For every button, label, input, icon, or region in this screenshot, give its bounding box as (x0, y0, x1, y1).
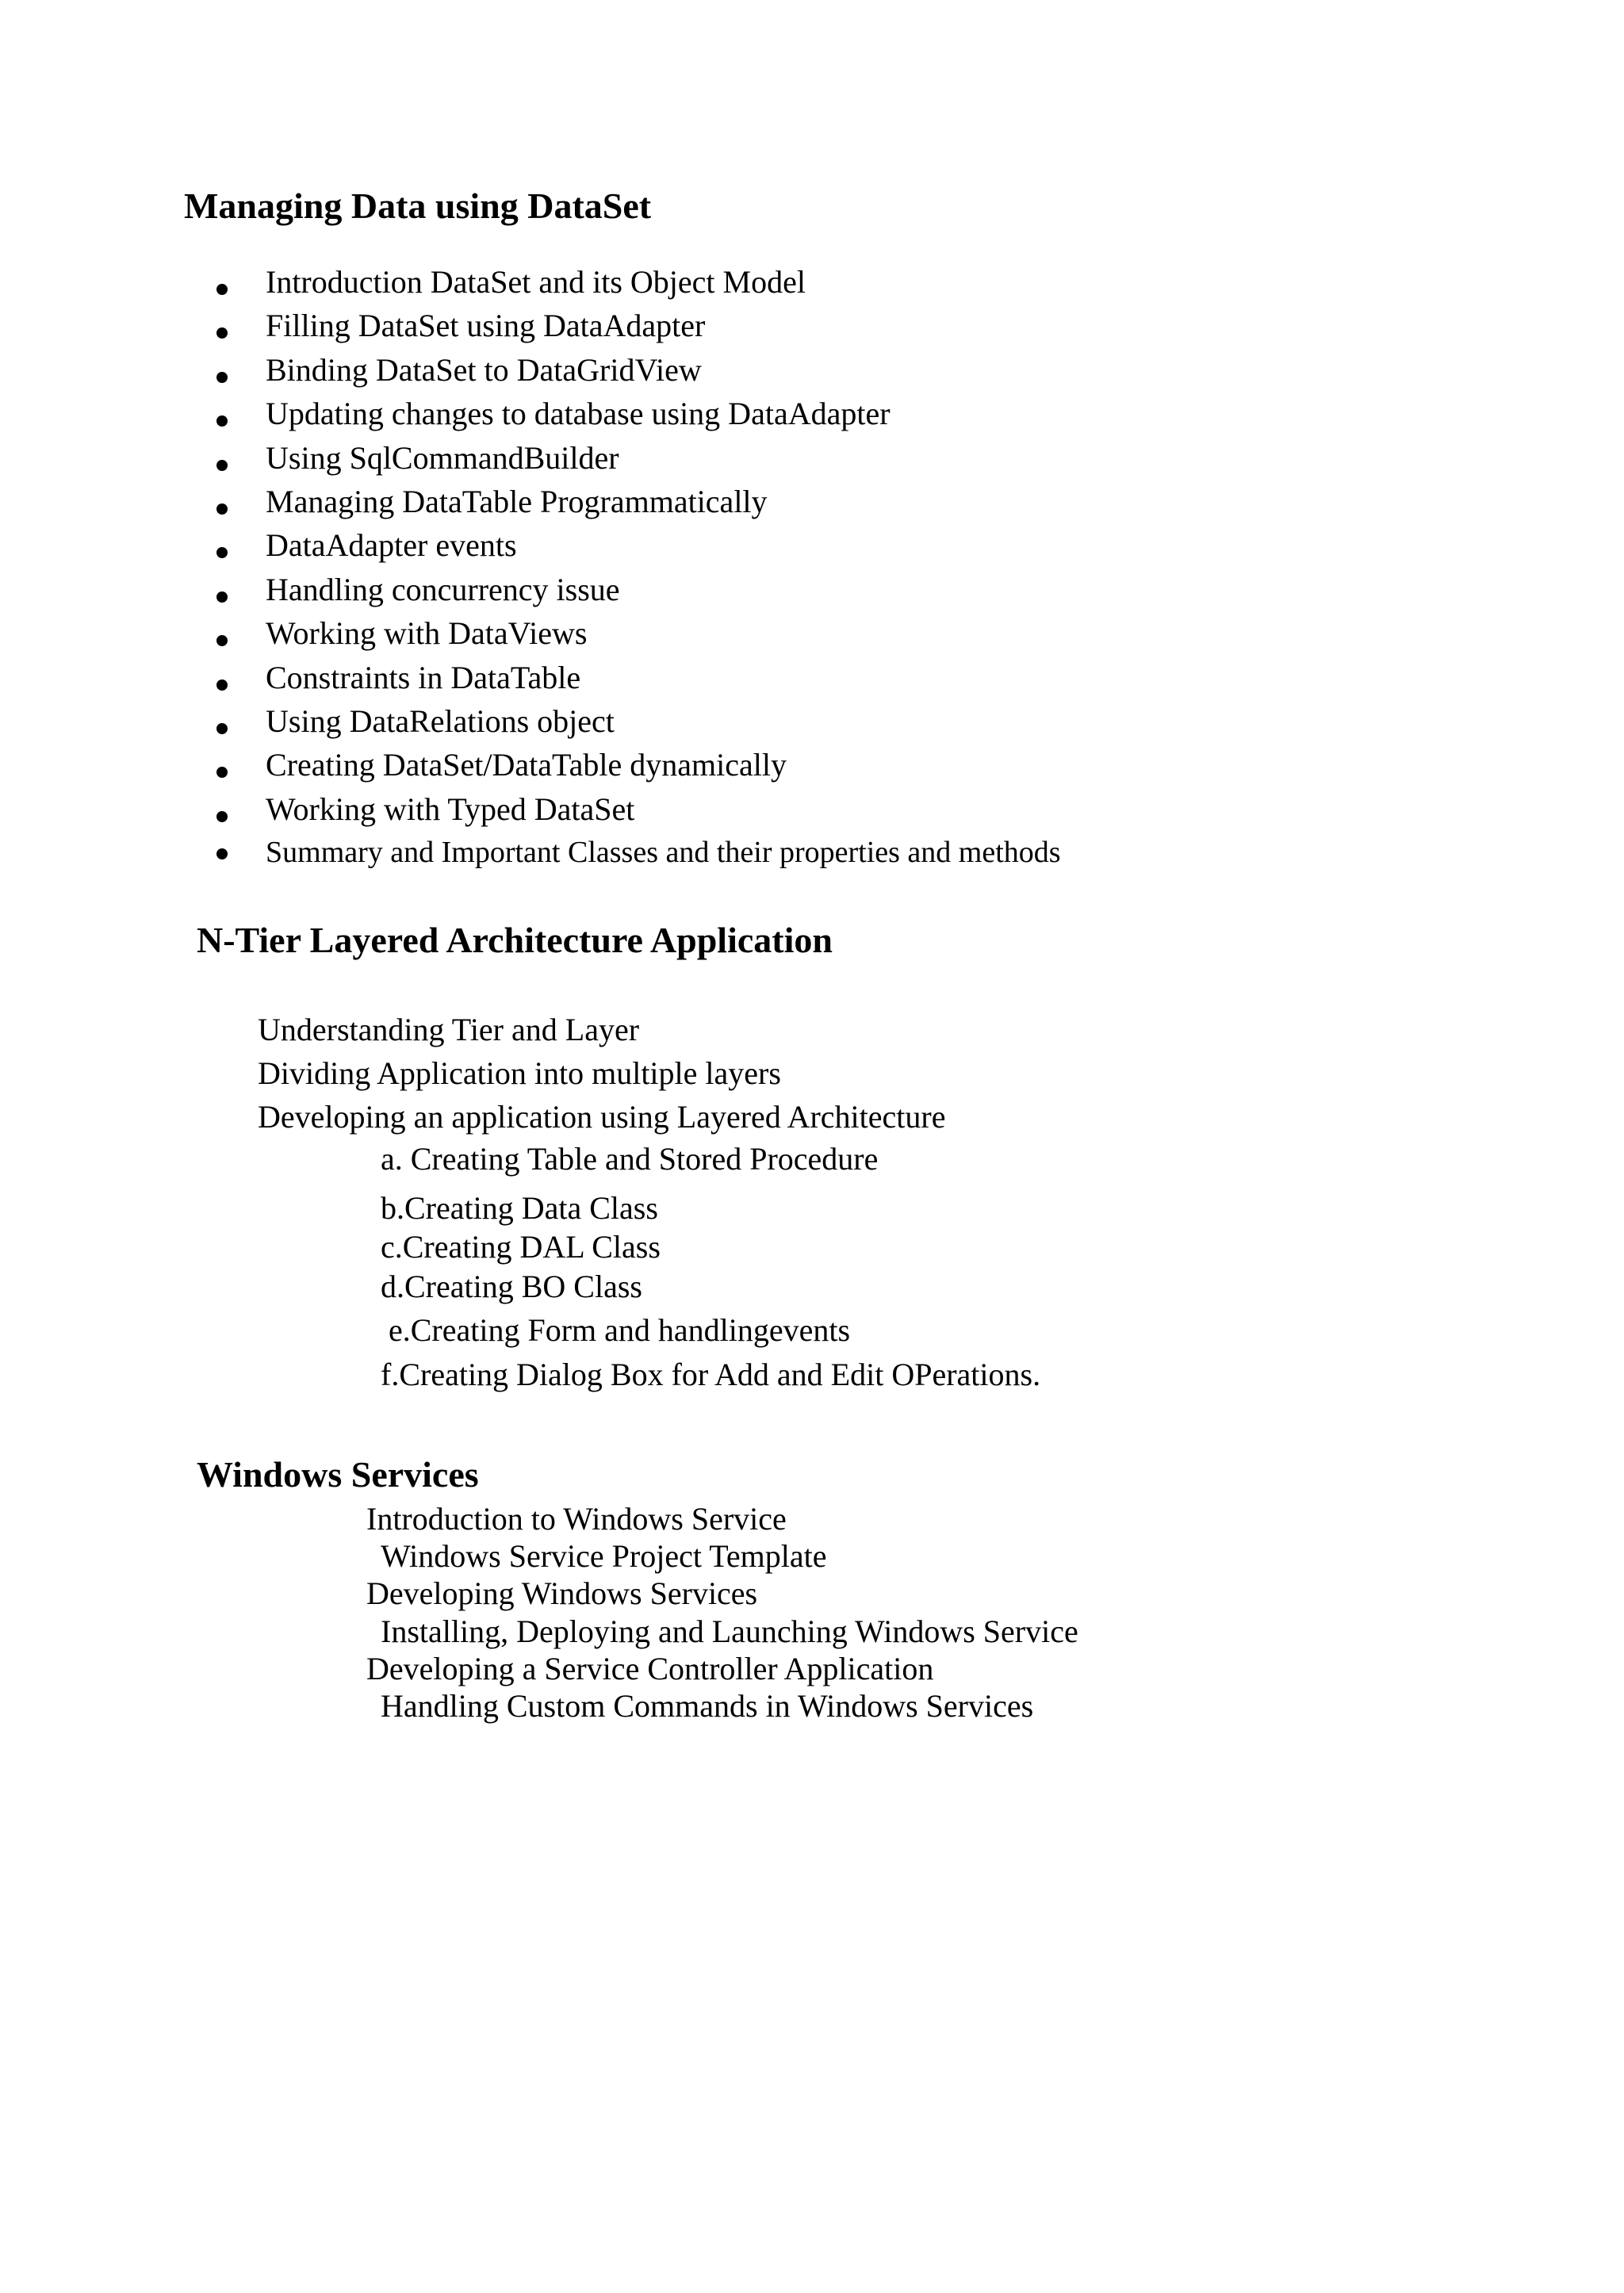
list-item-text: Handling concurrency issue (266, 571, 620, 607)
subtopic-line: e.Creating Form and handlingevents (389, 1312, 851, 1348)
list-item-text: Working with Typed DataSet (266, 790, 635, 827)
list-item-text: Updating changes to database using DataAdapter (266, 396, 891, 432)
list-item (206, 523, 1061, 567)
section-heading-windows-services: Windows Services (197, 1454, 479, 1495)
bullet-icon (216, 503, 228, 515)
list-item-text: Constraints in DataTable (266, 659, 581, 695)
list-item-text: Summary and Important Classes and their properties and methods (266, 836, 1061, 870)
bullet-icon (216, 415, 228, 427)
section-heading-ntier: N-Tier Layered Architecture Application (197, 920, 833, 960)
list-item (206, 787, 1061, 831)
list-item (206, 348, 1061, 392)
bullet-icon (216, 679, 228, 691)
subtopic-line: c.Creating DAL Class (381, 1229, 661, 1265)
subtopic-line: d.Creating BO Class (381, 1269, 642, 1304)
subtopic-line: b.Creating Data Class (381, 1190, 658, 1226)
list-item (206, 392, 1061, 435)
list-item-text: Using SqlCommandBuilder (266, 439, 619, 476)
bullet-icon (216, 372, 228, 383)
topic-line: Developing Windows Services (366, 1575, 758, 1611)
bullet-icon (216, 591, 228, 603)
list-item-text: Filling DataSet using DataAdapter (266, 308, 706, 344)
topic-line: Installing, Deploying and Launching Windows Service (381, 1614, 1078, 1649)
section-heading-dataset: Managing Data using DataSet (184, 186, 652, 226)
list-item (206, 260, 1061, 304)
list-item (206, 656, 1061, 699)
topic-line: Understanding Tier and Layer (258, 1012, 640, 1047)
list-item-text: Binding DataSet to DataGridView (266, 351, 702, 388)
bullet-icon (216, 547, 228, 558)
list-item (206, 436, 1061, 480)
bullet-icon (216, 723, 228, 734)
list-item-text: Working with DataViews (266, 615, 588, 652)
topic-line: Introduction to Windows Service (366, 1501, 787, 1537)
dataset-topic-list (206, 260, 1061, 875)
list-item (206, 699, 1061, 743)
topic-line: Developing a Service Controller Application (366, 1651, 934, 1686)
bullet-icon (216, 767, 228, 778)
topic-line: Windows Service Project Template (381, 1538, 827, 1574)
bullet-icon (216, 811, 228, 822)
list-item (206, 611, 1061, 655)
list-item-text: Managing DataTable Programmatically (266, 483, 768, 519)
list-item (206, 480, 1061, 523)
topic-line: Developing an application using Layered Architecture (258, 1099, 946, 1135)
bullet-icon (216, 460, 228, 471)
list-item (206, 304, 1061, 347)
list-item-text: Creating DataSet/DataTable dynamically (266, 747, 787, 783)
list-item-text: Using DataRelations object (266, 702, 615, 739)
bullet-icon (216, 635, 228, 646)
list-item (206, 743, 1061, 787)
topic-line: Handling Custom Commands in Windows Services (381, 1688, 1034, 1724)
list-item (206, 831, 1061, 875)
subtopic-line: f.Creating Dialog Box for Add and Edit OPerations. (381, 1357, 1041, 1392)
subtopic-line: a. Creating Table and Stored Procedure (381, 1141, 879, 1177)
topic-line: Dividing Application into multiple layers (258, 1055, 781, 1091)
list-item-text: Introduction DataSet and its Object Model (266, 264, 806, 300)
bullet-icon (216, 284, 228, 295)
bullet-icon (216, 327, 228, 339)
list-item (206, 568, 1061, 611)
bullet-icon (216, 848, 228, 859)
list-item-text: DataAdapter events (266, 527, 517, 564)
